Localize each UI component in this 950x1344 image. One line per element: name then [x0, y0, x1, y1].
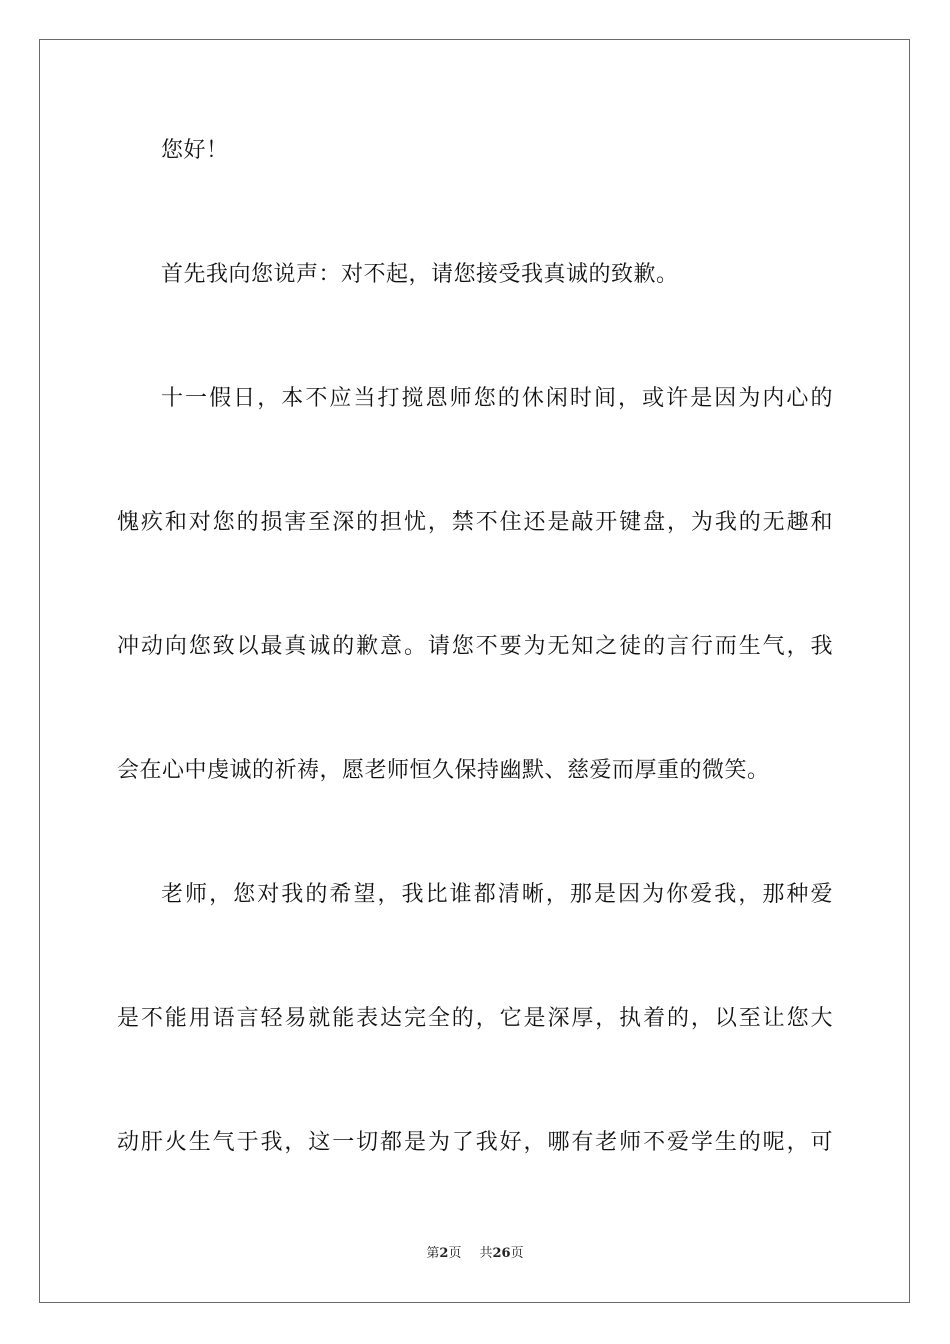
- paragraph-2-line-2: 愧疚和对您的损害至深的担忧，禁不住还是敲开键盘，为我的无趣和: [117, 510, 833, 535]
- paragraph-2-line-1: 十一假日，本不应当打搅恩师您的休闲时间，或许是因为内心的: [161, 386, 833, 411]
- page-border: [39, 39, 910, 1303]
- greeting-line: 您好！: [161, 138, 229, 163]
- paragraph-3-line-1: 老师，您对我的希望，我比谁都清晰，那是因为你爱我，那种爱: [161, 882, 833, 907]
- paragraph-2-line-4: 会在心中虔诚的祈祷，愿老师恒久保持幽默、慈爱而厚重的微笑。: [117, 758, 770, 783]
- paragraph-3-line-2: 是不能用语言轻易就能表达完全的，它是深厚，执着的，以至让您大: [117, 1006, 833, 1031]
- page-suffix: 页: [448, 1246, 462, 1261]
- paragraph-3-line-3: 动肝火生气于我，这一切都是为了我好，哪有老师不爱学生的呢，可: [117, 1130, 833, 1155]
- paragraph-1-line-1: 首先我向您说声：对不起，请您接受我真诚的致歉。: [161, 262, 679, 287]
- total-prefix: 共: [479, 1246, 493, 1261]
- page-footer: [0, 1245, 950, 1263]
- total-suffix: 页: [510, 1246, 524, 1261]
- page-prefix: 第: [426, 1246, 440, 1261]
- paragraph-2-line-3: 冲动向您致以最真诚的歉意。请您不要为无知之徒的言行而生气，我: [117, 634, 833, 659]
- total-pages: 26: [492, 1246, 511, 1261]
- page-number: 2: [439, 1246, 449, 1261]
